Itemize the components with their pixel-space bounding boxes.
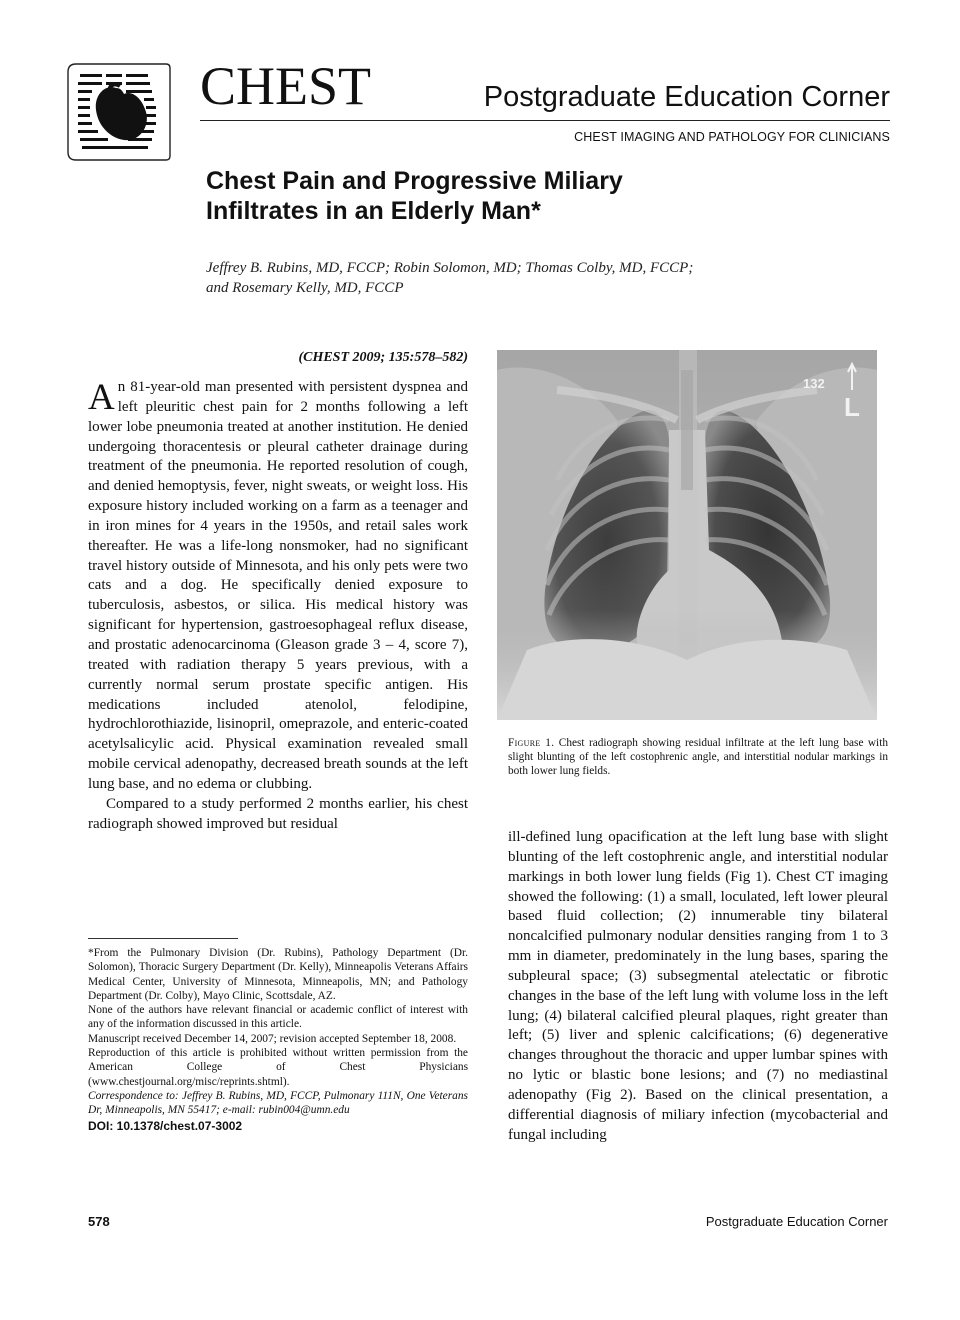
- footnote-conflict: None of the authors have relevant financial or academic conflict of interest with any of the information discussed in this article.: [88, 1004, 468, 1031]
- figure-marker-side: L: [844, 392, 860, 422]
- drop-cap: A: [88, 377, 115, 418]
- left-column: [88, 350, 468, 834]
- section-subtitle: CHEST IMAGING AND PATHOLOGY FOR CLINICIANS: [574, 130, 890, 144]
- footnote-correspondence: [88, 1089, 468, 1118]
- caption-text: Chest radiograph showing residual infiltrate at the left lung base with slight blunting of the left costophrenic angle, and interstitial nodular markings in both lower lung fields.: [508, 737, 888, 777]
- paragraph-text: n 81-year-old man presented with persistent dyspnea and left pleuritic chest pain for 2 months following a left lower lobe pneumonia treated at another institution. He denied undergoing thoracentesis or pleural catheter drainage during treatment of the pneumonia. He reported resolution of cough, and denied hemoptysis, fever, night sweats, or weight loss. His exposure history included working on a farm as a teenager and in iron mines for 4 years in the 1950s, and retail sales work thereafter. He was a life-long nonsmoker, had no significant travel history outside of Minnesota, and his only pets were two cats and a dog. He specifically denied exposure to tuberculosis, asbestos, or silica. His medical history was significant for hypertension, gastroesophageal reflux disease, and prostatic adenocarcinoma (Gleason grade 3 – 4, score 7), treated with radiation therapy 5 years previous, with a currently normal serum prostate specific antigen. His medications included atenolol, felodipine, hydrochlorothiazide, lisinopril, omeprazole, and enteric-coated acetylsalicylic acid. Physical examination revealed small mobile cervical adenopathy, decreased breath sounds at the left lung base, and no edema or clubbing.: [88, 379, 468, 792]
- body-paragraph: Compared to a study performed 2 months earlier, his chest radiograph showed improved but residual: [88, 795, 468, 832]
- figure-caption: [508, 736, 888, 778]
- author-line: Jeffrey B. Rubins, MD, FCCP; Robin Solomon, MD; Thomas Colby, MD, FCCP;: [206, 260, 694, 276]
- footnote-reproduction: Reproduction of this article is prohibited without written permission from the American College of Chest Physicians (www.chestjournal.org/misc/reprints.shtml).: [88, 1047, 468, 1088]
- citation: (CHEST 2009; 135:578–582): [298, 350, 468, 365]
- article-title-line: Chest Pain and Progressive Miliary: [206, 167, 623, 195]
- footnote-affiliation: *From the Pulmonary Division (Dr. Rubins), Pathology Department (Dr. Solomon), Thoracic Surgery Department (Dr. Kelly), Minneapolis Veterans Affairs Medical Center, University of Minnesota, Minneapolis, MN; and Pathology Department (Dr. Colby), Mayo Clinic, Scottsdale, AZ.: [88, 947, 468, 1002]
- author-list: [206, 258, 846, 298]
- journal-logo: [66, 60, 172, 164]
- page-number: 578: [88, 1214, 110, 1229]
- footnotes: [88, 946, 468, 1133]
- body-paragraph: [88, 378, 468, 795]
- author-line: and Rosemary Kelly, MD, FCCP: [206, 280, 404, 296]
- footnote-received: Manuscript received December 14, 2007; revision accepted September 18, 2008.: [88, 1032, 457, 1045]
- chest-xray-image: [497, 350, 877, 720]
- figure-1-radiograph: [497, 350, 877, 720]
- journal-name: CHEST: [200, 56, 372, 116]
- article-title: [206, 166, 806, 226]
- figure-label: Figure 1.: [508, 737, 555, 749]
- right-column: [508, 828, 888, 1146]
- header-divider: [200, 120, 890, 121]
- footer-section: Postgraduate Education Corner: [705, 1214, 888, 1229]
- doi: DOI: 10.1378/chest.07-3002: [88, 1118, 243, 1133]
- body-paragraph: ill-defined lung opacification at the left lung base with slight blunting of the left costophrenic angle, and interstitial nodular markings in both lower lung fields (Fig 1). Chest CT imaging showed the following: (1) a small, loculated, left lower pleural based fluid collection; (2) innumerable tiny bilateral noncalcified pulmonary nodular densities ranging from 1 to 3 mm in diameter, predominately in the lung bases, sparing the subpleural space; (3) subsegmental atelectatic or fibrotic changes in the base of the left lung with volume loss in the left lung; (4) bilateral calcified pleural plaques, right greater than left; (5) liver and splenic calcifications; (6) degenerative changes throughout the thoracic and upper lumbar spines with no lytic or blastic bone lesions; and (7) no mediastinal adenopathy (Fig 2). Based on the clinical presentation, a differential diagnosis of miliary infection (mycobacterial and fungal including: [508, 829, 888, 1143]
- article-title-line: Infiltrates in an Elderly Man*: [206, 197, 541, 225]
- correspondence-text: Correspondence to: Jeffrey B. Rubins, MD, FCCP, Pulmonary 111N, One Veterans Dr, Minneapolis, MN 55417; e-mail: rubin004@umn.edu: [88, 1089, 468, 1117]
- footnote-divider: [88, 938, 238, 939]
- figure-marker-number: 132: [803, 376, 825, 391]
- section-title: Postgraduate Education Corner: [483, 81, 890, 113]
- heart-logo-icon: [66, 60, 172, 164]
